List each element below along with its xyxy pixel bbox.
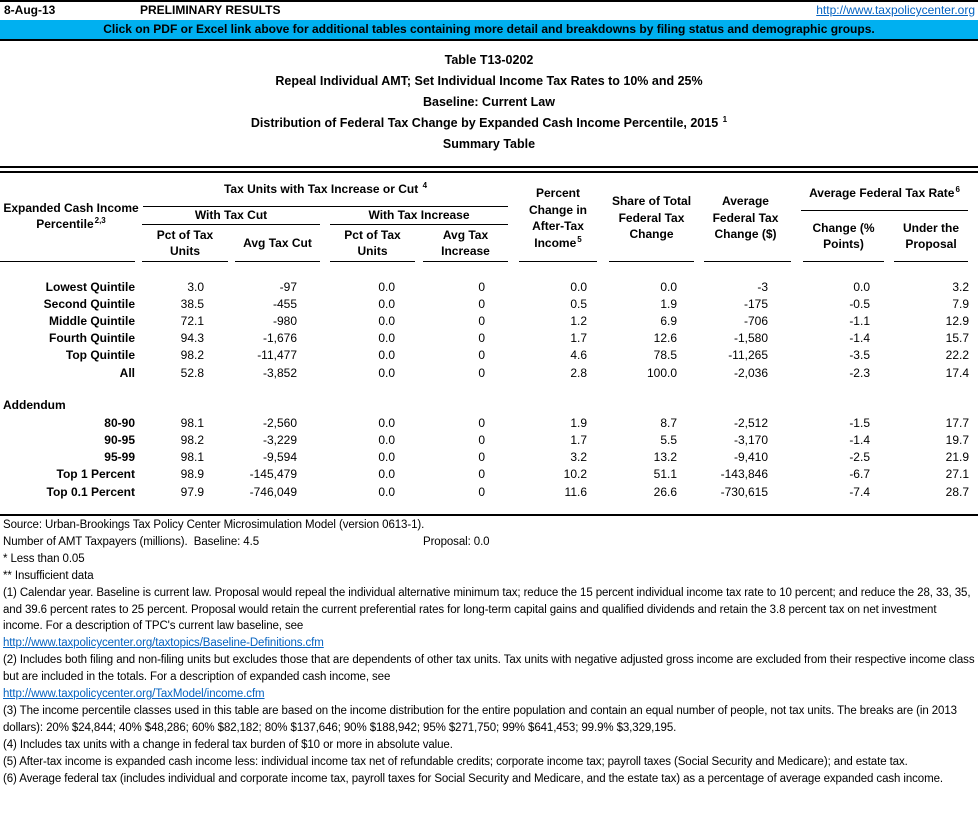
footnote-ref-1: 1: [722, 114, 728, 124]
header-underline-col2: [235, 261, 320, 262]
header-under-the-proposal: Under the Proposal: [902, 220, 959, 251]
data-cell: 0.5: [570, 296, 587, 311]
data-cell: 6.9: [660, 313, 677, 328]
header-underline-col6: [609, 261, 694, 262]
footnote-ref-5: 5: [577, 234, 582, 244]
data-cell: 0.0: [570, 279, 587, 294]
data-cell: 3.0: [187, 279, 204, 294]
table-row: [0, 347, 978, 364]
table-row: [0, 432, 978, 449]
header-tax-units-group: [143, 176, 508, 202]
table-row: [0, 295, 978, 312]
avg-fed-tax-rate-text: Average Federal Tax Rate: [809, 185, 955, 200]
data-cell: 0.0: [378, 296, 395, 311]
data-cell: -455: [272, 296, 297, 311]
data-cell: 13.2: [653, 450, 677, 465]
header-underline-col5: [519, 261, 597, 262]
header-underline-col9: [894, 261, 968, 262]
data-cell: -175: [743, 296, 768, 311]
data-cell: -11,477: [257, 348, 297, 363]
data-cell: 100.0: [646, 365, 677, 380]
data-cell: 78.5: [653, 348, 677, 363]
row-label: 90-95: [104, 433, 135, 448]
expanded-line1: Expanded Cash Income: [3, 200, 139, 215]
data-cell: 98.1: [180, 415, 204, 430]
data-cell: 0: [478, 348, 485, 363]
row-label: 95-99: [104, 450, 135, 465]
data-cell: 94.3: [180, 331, 204, 346]
header-avg-tax-increase: Avg Tax Increase: [441, 227, 490, 258]
data-cell: 27.1: [945, 467, 969, 482]
footnote-2-text: (2) Includes both filing and non-filing units but excludes those that are dependents of other tax units. Tax units with negative adjusted gross income are excluded from their respective income class but are included in the totals. For a description of expanded cash income, see: [3, 654, 975, 684]
data-cell: -0.5: [849, 296, 870, 311]
header-avg-tax-cut: Avg Tax Cut: [243, 235, 312, 250]
table-row: [0, 414, 978, 431]
data-cell: -1,580: [733, 331, 768, 346]
data-cell: 15.7: [945, 331, 969, 346]
data-cell: 28.7: [945, 484, 969, 499]
baseline-title: Baseline: Current Law: [423, 95, 555, 109]
table-row: [0, 278, 978, 295]
data-cell: -9,410: [733, 450, 768, 465]
header-underline-col4: [423, 261, 508, 262]
table-number-title: Table T13-0202: [444, 53, 534, 67]
header-expanded-cash-income: [0, 170, 142, 262]
row-label: Middle Quintile: [49, 313, 135, 328]
preliminary-results-label: PRELIMINARY RESULTS: [140, 3, 281, 17]
data-cell: 3.2: [952, 279, 969, 294]
table-row: [0, 483, 978, 500]
data-cell: -3,229: [262, 433, 297, 448]
data-cell: 4.6: [570, 348, 587, 363]
data-cell: 12.6: [653, 331, 677, 346]
data-cell: 0.0: [378, 450, 395, 465]
data-cell: -730,615: [720, 484, 768, 499]
data-cell: -746,049: [249, 484, 297, 499]
data-cell: 21.9: [945, 450, 969, 465]
summary-table-title: Summary Table: [442, 137, 536, 151]
data-cell: -3.5: [849, 348, 870, 363]
header-pct-change-after-tax: [516, 176, 600, 260]
data-cell: 98.9: [180, 467, 204, 482]
data-cell: 0.0: [378, 484, 395, 499]
data-cell: -145,479: [249, 467, 297, 482]
data-cell: -1,676: [262, 331, 297, 346]
data-cell: 5.5: [660, 433, 677, 448]
table-row: [0, 449, 978, 466]
table-row: [0, 330, 978, 347]
footnote-2: [3, 652, 978, 703]
data-cell: 0: [478, 279, 485, 294]
data-cell: -1.5: [849, 415, 870, 430]
distribution-title-text: Distribution of Federal Tax Change by Expanded Cash Income Percentile, 2015: [250, 116, 719, 130]
pct-change-text: Percent Change in After-Tax Income: [528, 186, 587, 250]
footnote-3: (3) The income percentile classes used in this table are based on the income distribution for the entire population and contain an equal number of people, not tax units. The breaks are (in 2013 dollars): 20% $24,844; 40% $48,286; 60% $82,182; 80% $137,646; 90% $188,942; 95% $271,750; 99% $641,453; 99.9% $3,329,195.: [3, 704, 957, 734]
footnotes: [0, 517, 978, 788]
data-cell: 0: [478, 313, 485, 328]
data-cell: -2,560: [262, 415, 297, 430]
data-cell: 1.9: [570, 415, 587, 430]
data-cell: -6.7: [849, 467, 870, 482]
data-cell: 11.6: [564, 484, 587, 499]
table-body: [0, 278, 978, 500]
addendum-label: Addendum: [3, 398, 66, 413]
footnote-ref-4: 4: [422, 180, 428, 190]
data-cell: 0.0: [660, 279, 677, 294]
info-banner: Click on PDF or Excel link above for additional tables containing more detail and breakdowns by filing status and demographic groups.: [0, 20, 978, 41]
data-cell: -97: [279, 279, 297, 294]
data-cell: 0.0: [853, 279, 870, 294]
data-cell: 17.4: [945, 365, 969, 380]
data-cell: 98.2: [180, 433, 204, 448]
data-cell: 12.9: [945, 313, 969, 328]
data-cell: 0.0: [378, 365, 395, 380]
table-top-rule-inner: [0, 171, 978, 173]
row-label: Second Quintile: [43, 296, 135, 311]
proposal-title: Repeal Individual AMT; Set Individual Income Tax Rates to 10% and 25%: [275, 74, 703, 88]
data-cell: 0.0: [378, 415, 395, 430]
data-cell: 1.7: [570, 331, 587, 346]
data-cell: -2,512: [733, 415, 768, 430]
data-cell: 17.7: [945, 415, 969, 430]
data-cell: -3,170: [733, 433, 768, 448]
data-cell: 0.0: [378, 348, 395, 363]
header-pct-of-tax-units-cut: Pct of Tax Units: [156, 227, 214, 258]
header-underline-col3: [330, 261, 415, 262]
data-cell: -2,036: [733, 365, 768, 380]
amt-baseline-text: Number of AMT Taxpayers (millions). Baseline: 4.5: [3, 535, 259, 548]
data-cell: 26.6: [653, 484, 677, 499]
row-label: Top 1 Percent: [56, 467, 135, 482]
row-label: Top Quintile: [65, 348, 135, 363]
row-label: All: [119, 365, 135, 380]
table-row: [0, 364, 978, 381]
amt-taxpayers-note: [3, 534, 978, 551]
data-cell: 98.1: [180, 450, 204, 465]
table-row: [0, 312, 978, 329]
footnote-5: (5) After-tax income is expanded cash income less: individual income tax net of refundable credits; corporate income tax; payroll taxes (Social Security and Medicare); and estate tax.: [3, 755, 908, 768]
table-row: [0, 466, 978, 483]
table-bottom-rule: [0, 514, 978, 516]
data-cell: -1.4: [849, 433, 870, 448]
header-with-tax-cut: With Tax Cut: [194, 208, 268, 223]
data-cell: 7.9: [952, 296, 969, 311]
header-underline-col7: [704, 261, 791, 262]
header-with-tax-increase: With Tax Increase: [368, 208, 470, 223]
data-cell: 0: [478, 450, 485, 465]
footnote-4: (4) Includes tax units with a change in federal tax burden of $10 or more in absolute value.: [3, 738, 453, 751]
data-cell: 1.9: [660, 296, 677, 311]
data-cell: 0.0: [378, 313, 395, 328]
data-cell: 19.7: [945, 433, 969, 448]
data-cell: 0: [478, 467, 485, 482]
data-cell: 8.7: [660, 415, 677, 430]
data-cell: 0: [478, 484, 485, 499]
data-cell: -706: [743, 313, 768, 328]
header-change-pct-points: Change (% Points): [812, 220, 875, 251]
quintile-rows: [0, 278, 978, 381]
data-cell: 0.0: [378, 433, 395, 448]
data-cell: -2.3: [849, 365, 870, 380]
data-cell: 0: [478, 296, 485, 311]
header-pct-of-tax-units-increase: Pct of Tax Units: [344, 227, 401, 258]
data-cell: 3.2: [570, 450, 587, 465]
data-cell: 52.8: [180, 365, 204, 380]
table-top-rule-outer: [0, 166, 978, 168]
data-cell: 1.7: [570, 433, 587, 448]
data-cell: 2.8: [570, 365, 587, 380]
data-cell: -143,846: [720, 467, 768, 482]
baseline-definitions-link[interactable]: http://www.taxpolicycenter.org/taxtopics/Baseline-Definitions.cfm: [3, 637, 324, 650]
header-avg-federal-tax-rate: [801, 180, 968, 206]
amt-proposal-text: Proposal: 0.0: [423, 535, 490, 548]
taxmodel-income-link[interactable]: http://www.taxpolicycenter.org/TaxModel/income.cfm: [3, 688, 265, 701]
data-cell: 0: [478, 365, 485, 380]
header-avg-federal-tax-change: Average Federal Tax Change ($): [712, 194, 779, 242]
top-border-rule: [0, 0, 978, 2]
data-cell: 38.5: [180, 296, 204, 311]
data-cell: 22.2: [945, 348, 969, 363]
data-cell: 97.9: [180, 484, 204, 499]
footnote-ref-6: 6: [955, 184, 960, 194]
data-cell: -3,852: [262, 365, 297, 380]
data-cell: -11,265: [728, 348, 768, 363]
footnote-1: [3, 585, 978, 653]
data-cell: -3: [757, 279, 768, 294]
report-date: 8-Aug-13: [4, 3, 56, 17]
header-share-of-total: Share of Total Federal Tax Change: [611, 194, 692, 242]
data-cell: -2.5: [849, 450, 870, 465]
data-cell: 51.1: [653, 467, 677, 482]
row-label: Fourth Quintile: [49, 331, 135, 346]
data-cell: 0: [478, 433, 485, 448]
data-cell: 0: [478, 331, 485, 346]
addendum-rows: [0, 414, 978, 500]
data-cell: 98.2: [180, 348, 204, 363]
header-underline-col8: [803, 261, 884, 262]
data-cell: -1.1: [849, 313, 870, 328]
section-gap: [0, 381, 978, 397]
data-cell: -980: [272, 313, 297, 328]
header-underline-col1: [142, 261, 228, 262]
row-label: Lowest Quintile: [45, 279, 135, 294]
data-cell: 0.0: [378, 279, 395, 294]
taxpolicycenter-link[interactable]: http://www.taxpolicycenter.org: [816, 3, 975, 17]
data-cell: 0.0: [378, 467, 395, 482]
insufficient-data-note: ** Insufficient data: [3, 569, 94, 582]
expanded-line2: Percentile: [36, 217, 94, 231]
data-cell: 0.0: [378, 331, 395, 346]
footnote-6: (6) Average federal tax (includes individual and corporate income tax, payroll taxes for Social Security and Medicare, and the estate tax) as a percentage of average expanded cash income.: [3, 772, 943, 785]
data-cell: 1.2: [570, 313, 587, 328]
distribution-title: [0, 116, 978, 130]
tax-units-group-text: Tax Units with Tax Increase or Cut: [223, 181, 419, 196]
row-label: Top 0.1 Percent: [46, 484, 135, 499]
data-cell: 0: [478, 415, 485, 430]
data-cell: 72.1: [180, 313, 204, 328]
data-cell: -9,594: [262, 450, 297, 465]
data-cell: -7.4: [849, 484, 870, 499]
row-label: 80-90: [104, 415, 135, 430]
footnote-ref-2-3: 2,3: [94, 216, 106, 225]
data-cell: 10.2: [563, 467, 587, 482]
data-cell: -1.4: [849, 331, 870, 346]
less-than-note: * Less than 0.05: [3, 552, 85, 565]
source-note: Source: Urban-Brookings Tax Policy Center Microsimulation Model (version 0613-1).: [3, 519, 425, 531]
footnote-1-text: (1) Calendar year. Baseline is current law. Proposal would repeal the individual alternative minimum tax; reduce the 15 percent individual income tax rate to 10 percent; and reduce the 28, 33, 35, and 39.6 percent rates to 25 percent. Proposal would retain the current preferential rates for long-term capital gains and qualified dividends and retain the 3.8 percent tax on net investment income. For a description of TPC's current law baseline, see: [3, 586, 971, 633]
